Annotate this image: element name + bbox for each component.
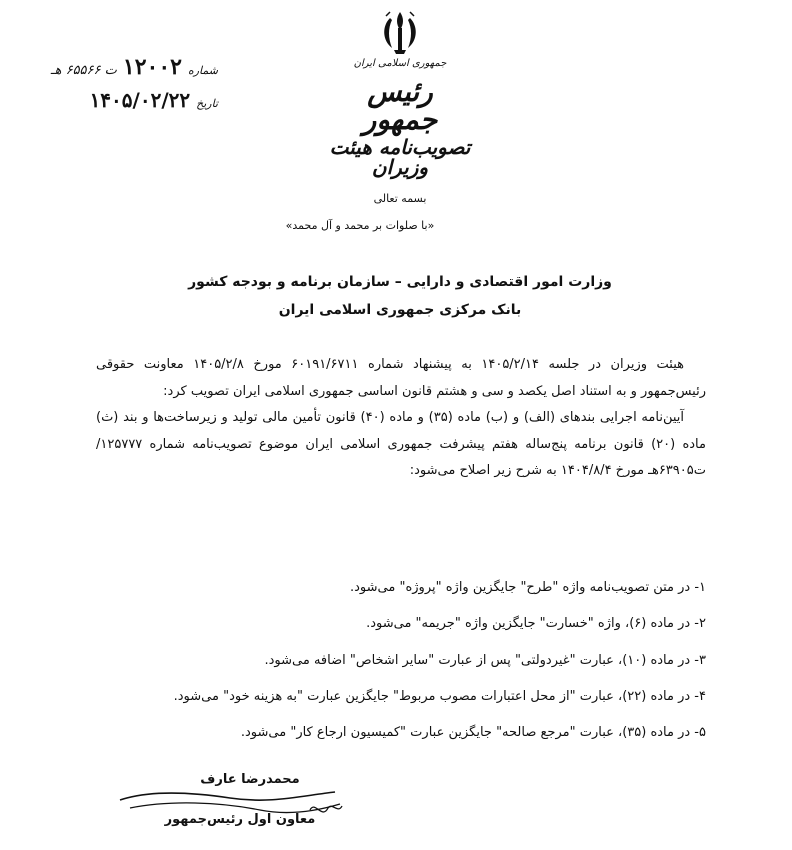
recipient-line: وزارت امور اقتصادی و دارایی – سازمان برنامه و بودجه کشور bbox=[188, 274, 612, 290]
letter-number bbox=[18, 54, 218, 80]
salawat: «با صلوات بر محمد و آل محمد» bbox=[285, 219, 435, 232]
number-suffix: ت ۶۵۵۶۶ هـ bbox=[50, 63, 117, 78]
number-label: شماره bbox=[187, 64, 218, 77]
amendment-item: ۱- در متن تصویب‌نامه واژه "طرح" جایگزین واژه "پروژه" می‌شود. bbox=[350, 580, 706, 595]
body-paragraph: هیئت وزیران در جلسه ۱۴۰۵/۲/۱۴ به پیشنهاد شماره ۶۰۱۹۱/۶۷۱۱ مورخ ۱۴۰۵/۲/۸ معاونت حقوقی رئیس‌جمهور و به استناد اصل یکصد و سی و هشتم قانون اساسی جمهوری اسلامی ایران تصویب کرد: bbox=[96, 357, 706, 399]
signatory-name: محمدرضا عارف bbox=[200, 772, 300, 787]
president-heading: رئیس جمهور bbox=[362, 75, 438, 136]
bismillah: بسمه تعالی bbox=[373, 192, 427, 205]
decree-body bbox=[96, 352, 706, 485]
recipient-line: بانک مرکزی جمهوری اسلامی ایران bbox=[278, 302, 522, 318]
republic-heading: جمهوری اسلامی ایران bbox=[353, 58, 447, 69]
iran-emblem-icon bbox=[376, 8, 424, 58]
amendment-list bbox=[100, 570, 706, 751]
amendment-item: ۳- در ماده (۱۰)، عبارت "غیردولتی" پس از عبارت "سایر اشخاص" اضافه می‌شود. bbox=[264, 652, 706, 668]
cabinet-approval-heading: تصویب‌نامه هیئت وزیران bbox=[329, 135, 471, 179]
number-value: ۱۲۰۰۲ bbox=[122, 54, 182, 80]
recipients bbox=[140, 268, 660, 324]
letter-date bbox=[18, 88, 218, 112]
date-label: تاریخ bbox=[196, 97, 218, 110]
signatory-title: معاون اول رئیس‌جمهور bbox=[164, 812, 316, 827]
amendment-item: ۵- در ماده (۳۵)، عبارت "مرجع صالحه" جایگزین عبارت "کمیسیون ارجاع کار" می‌شود. bbox=[240, 725, 706, 741]
amendment-item: ۲- در ماده (۶)، واژه "خسارت" جایگزین واژه "جریمه" می‌شود. bbox=[366, 616, 706, 632]
date-value: ۱۴۰۵/۰۲/۲۲ bbox=[89, 88, 191, 112]
body-paragraph: آیین‌نامه اجرایی بندهای (الف) و (ب) ماده (۳۵) و ماده (۴۰) قانون تأمین مالی تولید و زیرساخت‌ها و بند (ث) ماده (۲۰) قانون برنامه پنج‌ساله هفتم پیشرفت جمهوری اسلامی ایران موضوع تصویب‌نامه شماره ۱۲۵۷۷۷/ت۶۳۹۰۵هـ مورخ ۱۴۰۴/۸/۴ به شرح زیر اصلاح می‌شود: bbox=[96, 410, 706, 478]
amendment-item: ۴- در ماده (۲۲)، عبارت "از محل اعتبارات مصوب مربوط" جایگزین عبارت "به هزینه خود" می‌شود. bbox=[173, 688, 706, 704]
